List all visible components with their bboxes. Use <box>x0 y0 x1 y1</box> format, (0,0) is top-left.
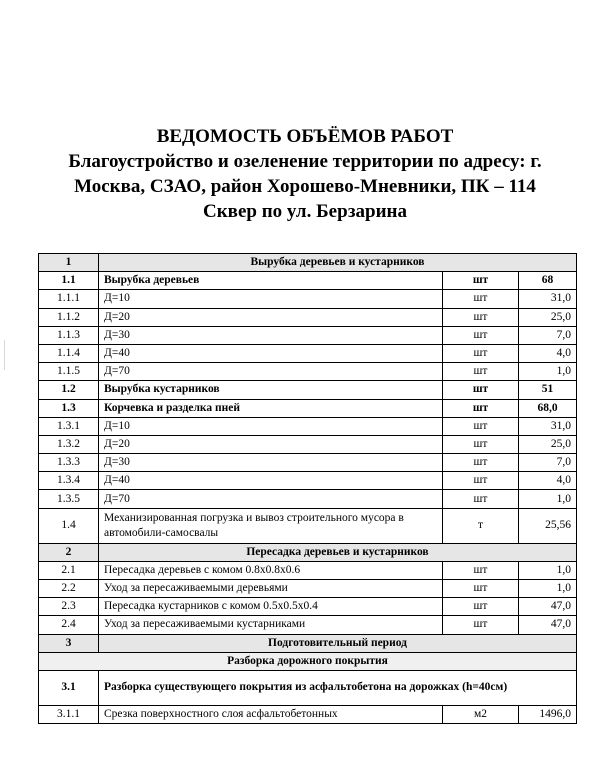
table-row <box>39 308 577 326</box>
table-row <box>39 272 577 290</box>
row-name: Разборка существующего покрытия из асфальтобетона на дорожках (h=40см) <box>99 670 577 705</box>
subsection-title: Разборка дорожного покрытия <box>39 652 577 670</box>
row-name: Д=10 <box>99 290 443 308</box>
table-row <box>39 363 577 381</box>
row-number: 1.4 <box>39 508 99 543</box>
section-row <box>39 254 577 272</box>
row-unit: шт <box>443 472 519 490</box>
row-quantity: 4,0 <box>519 472 577 490</box>
row-number: 3.1 <box>39 670 99 705</box>
row-unit: шт <box>443 363 519 381</box>
section-number: 2 <box>39 543 99 561</box>
row-unit: шт <box>443 598 519 616</box>
row-unit: шт <box>443 616 519 634</box>
section-number: 3 <box>39 634 99 652</box>
row-number: 1.2 <box>39 381 99 399</box>
row-name: Д=70 <box>99 490 443 508</box>
table-row <box>39 616 577 634</box>
row-name: Д=20 <box>99 308 443 326</box>
section-title: Подготовительный период <box>99 634 577 652</box>
row-quantity: 1,0 <box>519 561 577 579</box>
table-row <box>39 417 577 435</box>
table-row <box>39 490 577 508</box>
document-subtitle-line-3: Сквер по ул. Берзарина <box>203 201 407 222</box>
row-name: Уход за пересаживаемыми кустарниками <box>99 616 443 634</box>
row-quantity: 25,0 <box>519 308 577 326</box>
row-unit: шт <box>443 344 519 362</box>
row-quantity: 47,0 <box>519 616 577 634</box>
row-unit: шт <box>443 490 519 508</box>
row-number: 1.3.3 <box>39 454 99 472</box>
row-name: Срезка поверхностного слоя асфальтобетонных <box>99 705 443 723</box>
row-unit: шт <box>443 417 519 435</box>
row-name: Д=30 <box>99 326 443 344</box>
table-row <box>39 290 577 308</box>
row-quantity: 68 <box>519 272 577 290</box>
row-name: Д=40 <box>99 472 443 490</box>
works-volume-table <box>38 253 577 724</box>
row-number: 2.2 <box>39 580 99 598</box>
row-name: Пересадка кустарников с комом 0.5х0.5х0.4 <box>99 598 443 616</box>
table-row <box>39 508 577 543</box>
row-name: Вырубка кустарников <box>99 381 443 399</box>
row-quantity: 51 <box>519 381 577 399</box>
table-row <box>39 670 577 705</box>
section-number: 1 <box>39 254 99 272</box>
row-quantity: 1,0 <box>519 580 577 598</box>
document-header <box>0 124 610 224</box>
row-name: Корчевка и разделка пней <box>99 399 443 417</box>
row-quantity: 25,0 <box>519 435 577 453</box>
row-name: Д=10 <box>99 417 443 435</box>
row-quantity: 31,0 <box>519 417 577 435</box>
row-name: Пересадка деревьев с комом 0.8х0.8х0.6 <box>99 561 443 579</box>
table-row <box>39 561 577 579</box>
row-number: 1.3.2 <box>39 435 99 453</box>
row-number: 2.4 <box>39 616 99 634</box>
row-unit: шт <box>443 561 519 579</box>
row-quantity: 31,0 <box>519 290 577 308</box>
table-row <box>39 399 577 417</box>
section-title: Вырубка деревьев и кустарников <box>99 254 577 272</box>
row-quantity: 7,0 <box>519 326 577 344</box>
row-number: 1.1.5 <box>39 363 99 381</box>
row-number: 1.3.1 <box>39 417 99 435</box>
section-row <box>39 543 577 561</box>
row-quantity: 47,0 <box>519 598 577 616</box>
row-unit: шт <box>443 326 519 344</box>
section-row <box>39 634 577 652</box>
row-name: Д=40 <box>99 344 443 362</box>
row-unit: м2 <box>443 705 519 723</box>
row-unit: шт <box>443 399 519 417</box>
row-number: 3.1.1 <box>39 705 99 723</box>
row-name: Уход за пересаживаемыми деревьями <box>99 580 443 598</box>
row-number: 1.3 <box>39 399 99 417</box>
row-unit: шт <box>443 290 519 308</box>
row-name: Д=70 <box>99 363 443 381</box>
row-quantity: 7,0 <box>519 454 577 472</box>
row-quantity: 4,0 <box>519 344 577 362</box>
row-unit: шт <box>443 272 519 290</box>
row-number: 2.3 <box>39 598 99 616</box>
row-quantity: 1,0 <box>519 490 577 508</box>
row-number: 1.1.3 <box>39 326 99 344</box>
table-row <box>39 344 577 362</box>
row-unit: шт <box>443 454 519 472</box>
table-row <box>39 381 577 399</box>
row-name: Д=30 <box>99 454 443 472</box>
row-quantity: 1,0 <box>519 363 577 381</box>
document-subtitle-line-2: Москва, СЗАО, район Хорошево-Мневники, ПК – 114 <box>74 176 536 197</box>
row-quantity: 25,56 <box>519 508 577 543</box>
table-row <box>39 326 577 344</box>
row-number: 1.1.1 <box>39 290 99 308</box>
page-edge-mark <box>0 340 5 370</box>
table-row <box>39 472 577 490</box>
table-row <box>39 435 577 453</box>
document-title: ВЕДОМОСТЬ ОБЪЁМОВ РАБОТ <box>156 126 454 147</box>
row-number: 1.1.4 <box>39 344 99 362</box>
table-row <box>39 580 577 598</box>
document-subtitle-line-1: Благоустройство и озеленение территории по адресу: г. <box>68 151 542 172</box>
row-name: Механизированная погрузка и вывоз строительного мусора в автомобили-самосвалы <box>99 508 443 543</box>
table-row <box>39 454 577 472</box>
row-quantity: 1496,0 <box>519 705 577 723</box>
row-number: 1.1 <box>39 272 99 290</box>
row-number: 1.3.5 <box>39 490 99 508</box>
row-number: 1.3.4 <box>39 472 99 490</box>
row-number: 2.1 <box>39 561 99 579</box>
subsection-row <box>39 652 577 670</box>
section-title: Пересадка деревьев и кустарников <box>99 543 577 561</box>
row-number: 1.1.2 <box>39 308 99 326</box>
row-name: Д=20 <box>99 435 443 453</box>
row-unit: т <box>443 508 519 543</box>
row-unit: шт <box>443 435 519 453</box>
table-row <box>39 705 577 723</box>
row-name: Вырубка деревьев <box>99 272 443 290</box>
row-unit: шт <box>443 580 519 598</box>
row-quantity: 68,0 <box>519 399 577 417</box>
table-row <box>39 598 577 616</box>
row-unit: шт <box>443 381 519 399</box>
row-unit: шт <box>443 308 519 326</box>
